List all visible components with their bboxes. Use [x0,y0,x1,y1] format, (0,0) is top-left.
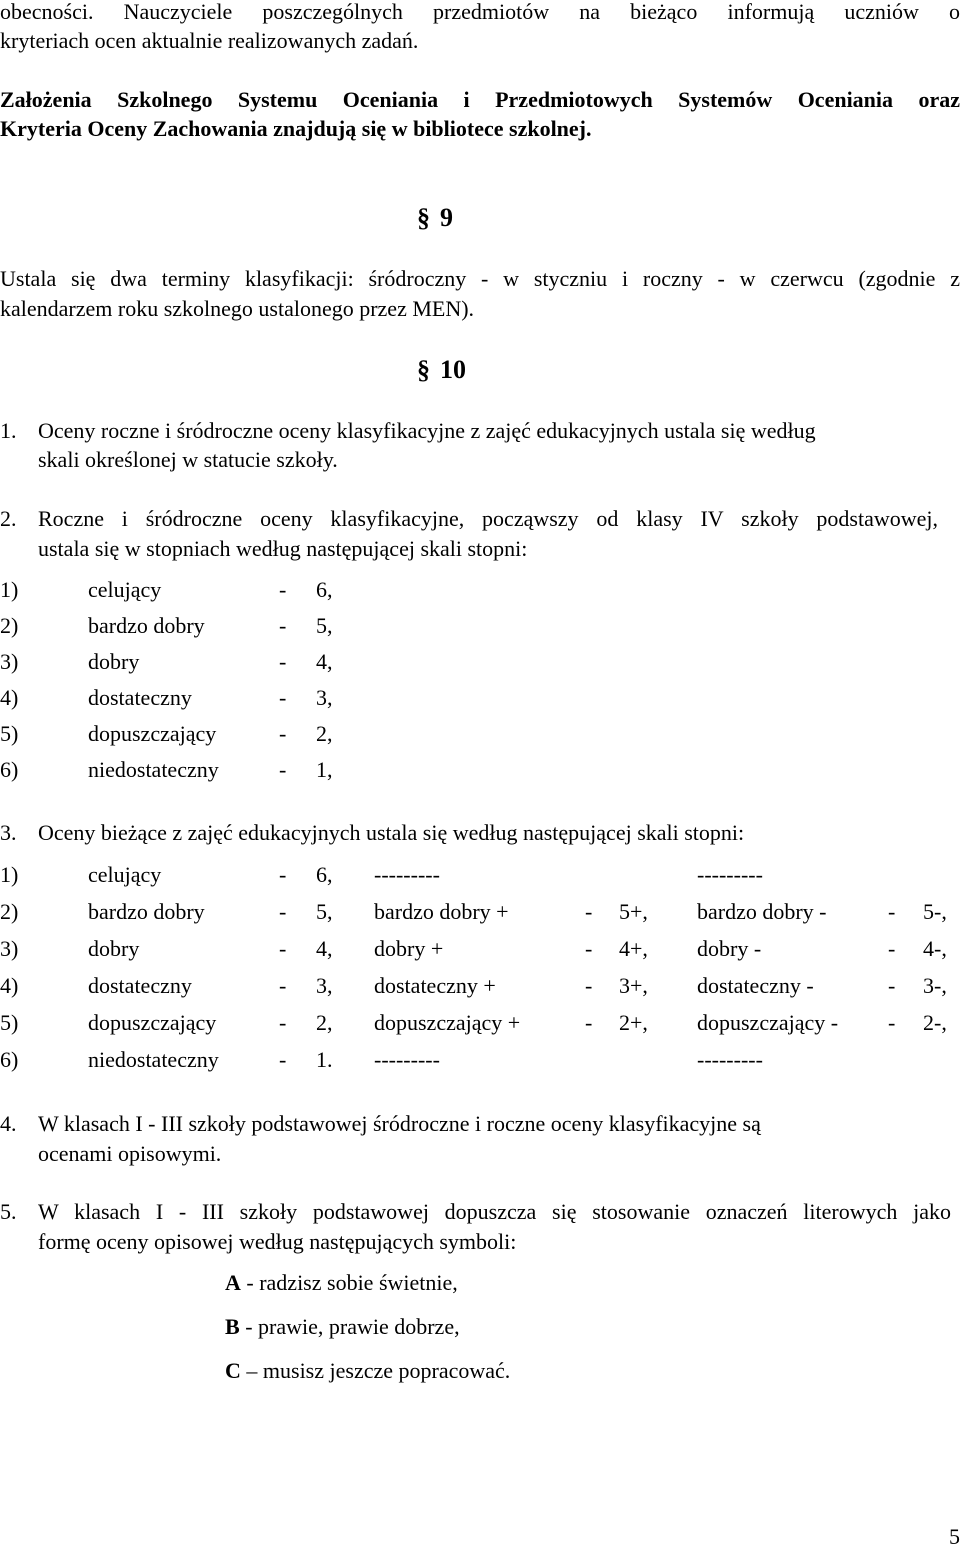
minus-grade-value: 4-, [923,936,947,961]
point-2-line-1: Roczne i śródroczne oceny klasyfikacyjne, począwszy od klasy IV szkoły podstawowej, [38,506,938,531]
symbol-c [225,1356,510,1386]
minus-grade-name: dostateczny - [697,973,814,998]
section-number: 10 [440,355,466,384]
grade-name: bardzo dobry [88,899,205,924]
minus-grade-dash: - [888,899,896,924]
scale-index: 3) [0,936,19,961]
symbol-letter: A [225,1270,241,1295]
point-2-line-2: ustala się w stopniach według następującej skali stopni: [38,536,528,561]
symbol-letter: B [225,1314,240,1339]
grade-name: dobry [88,936,140,961]
scale-index: 1) [0,862,19,887]
plus-grade-dash: - [585,973,593,998]
point-5-line-2: formę oceny opisowej według następujących symboli: [38,1229,517,1254]
symbol-description: - radzisz sobie świetnie, [240,1270,458,1295]
point-2-number: 2. [0,506,17,531]
library-note-line-1: Założenia Szkolnego Systemu Oceniania i Przedmiotowych Systemów Oceniania oraz [0,87,960,112]
point-5-line-1: W klasach I - III szkoły podstawowej dopuszcza się stosowanie oznaczeń literowych jako [38,1199,951,1224]
grade-name: dostateczny [88,685,192,710]
grade-name: niedostateczny [88,757,219,782]
symbol-b [225,1312,460,1342]
scale-index: 5) [0,1010,19,1035]
plus-grade-dash: - [585,1010,593,1035]
minus-grade-value: 2-, [923,1010,947,1035]
grade-dash: - [279,1047,287,1072]
point-1-line-2: skali określonej w statucie szkoły. [38,447,338,472]
grade-dash: - [279,613,287,638]
scale-index: 6) [0,1047,19,1072]
grade-dash: - [279,936,287,961]
intro-line-1: obecności. Nauczyciele poszczególnych przedmiotów na bieżąco informują uczniów o [0,0,960,24]
minus-grade-value: 3-, [923,973,947,998]
section-symbol: § [417,355,430,384]
point-4-number: 4. [0,1111,17,1136]
scale-index: 3) [0,649,19,674]
grade-value: 3, [316,685,333,710]
plus-grade-name: bardzo dobry + [374,899,509,924]
grade-name: celujący [88,577,162,602]
grade-dash: - [279,649,287,674]
plus-grade-name: dostateczny + [374,973,496,998]
grade-dash: - [279,757,287,782]
grade-value: 1, [316,757,333,782]
scale-index: 2) [0,899,19,924]
grade-dash: - [279,1010,287,1035]
grade-dash: - [279,685,287,710]
section-9-line-1: Ustala się dwa terminy klasyfikacji: śródroczny - w styczniu i roczny - w czerwcu (zgodnie z [0,266,960,291]
grade-name: bardzo dobry [88,613,205,638]
point-4-line-1: W klasach I - III szkoły podstawowej śródroczne i roczne oceny klasyfikacyjne są [38,1111,761,1136]
grade-dash: - [279,973,287,998]
plus-grade-name: dopuszczający + [374,1010,521,1035]
minus-grade-dash: - [888,973,896,998]
plus-grade-value: 5+, [619,899,648,924]
section-10-heading [417,355,466,385]
grade-value: 4, [316,936,333,961]
minus-grade-name: dobry - [697,936,762,961]
grade-value: 2, [316,1010,333,1035]
section-number: 9 [440,203,453,232]
grade-name: dostateczny [88,973,192,998]
minus-grade-name: bardzo dobry - [697,899,827,924]
point-1-number: 1. [0,418,17,443]
grade-value: 5, [316,899,333,924]
plus-grade-name: --------- [374,1047,440,1072]
point-1-line-1: Oceny roczne i śródroczne oceny klasyfikacyjne z zajęć edukacyjnych ustala się według [38,418,816,443]
library-note-line-2: Kryteria Oceny Zachowania znajdują się w bibliotece szkolnej. [0,116,592,141]
section-9-line-2: kalendarzem roku szkolnego ustalonego przez MEN). [0,296,475,321]
minus-grade-name: dopuszczający - [697,1010,839,1035]
scale-index: 2) [0,613,19,638]
plus-grade-value: 3+, [619,973,648,998]
grade-value: 1. [316,1047,333,1072]
grade-dash: - [279,862,287,887]
symbol-a [225,1268,458,1298]
plus-grade-value: 4+, [619,936,648,961]
plus-grade-name: --------- [374,862,440,887]
plus-grade-dash: - [585,899,593,924]
point-5-number: 5. [0,1199,17,1224]
plus-grade-name: dobry + [374,936,444,961]
page-number: 5 [949,1524,960,1549]
minus-grade-name: --------- [697,1047,763,1072]
grade-value: 5, [316,613,333,638]
scale-index: 5) [0,721,19,746]
plus-grade-dash: - [585,936,593,961]
grade-name: dobry [88,649,140,674]
grade-name: niedostateczny [88,1047,219,1072]
minus-grade-dash: - [888,936,896,961]
grade-dash: - [279,899,287,924]
scale-index: 4) [0,973,19,998]
grade-value: 6, [316,577,333,602]
symbol-description: - prawie, prawie dobrze, [239,1314,460,1339]
section-9-heading [417,203,453,233]
grade-value: 4, [316,649,333,674]
minus-grade-value: 5-, [923,899,947,924]
grade-dash: - [279,721,287,746]
point-3-number: 3. [0,820,17,845]
scale-index: 6) [0,757,19,782]
symbol-letter: C [225,1358,241,1383]
plus-grade-value: 2+, [619,1010,648,1035]
minus-grade-dash: - [888,1010,896,1035]
section-symbol: § [417,203,430,232]
grade-name: dopuszczający [88,1010,217,1035]
grade-value: 3, [316,973,333,998]
grade-value: 6, [316,862,333,887]
grade-name: celujący [88,862,162,887]
scale-index: 4) [0,685,19,710]
minus-grade-name: --------- [697,862,763,887]
scale-index: 1) [0,577,19,602]
grade-dash: - [279,577,287,602]
point-3-line-1: Oceny bieżące z zajęć edukacyjnych ustala się według następującej skali stopni: [38,820,745,845]
grade-value: 2, [316,721,333,746]
grade-name: dopuszczający [88,721,217,746]
intro-line-2: kryteriach ocen aktualnie realizowanych zadań. [0,28,419,53]
symbol-description: – musisz jeszcze popracować. [240,1358,511,1383]
point-4-line-2: ocenami opisowymi. [38,1141,222,1166]
